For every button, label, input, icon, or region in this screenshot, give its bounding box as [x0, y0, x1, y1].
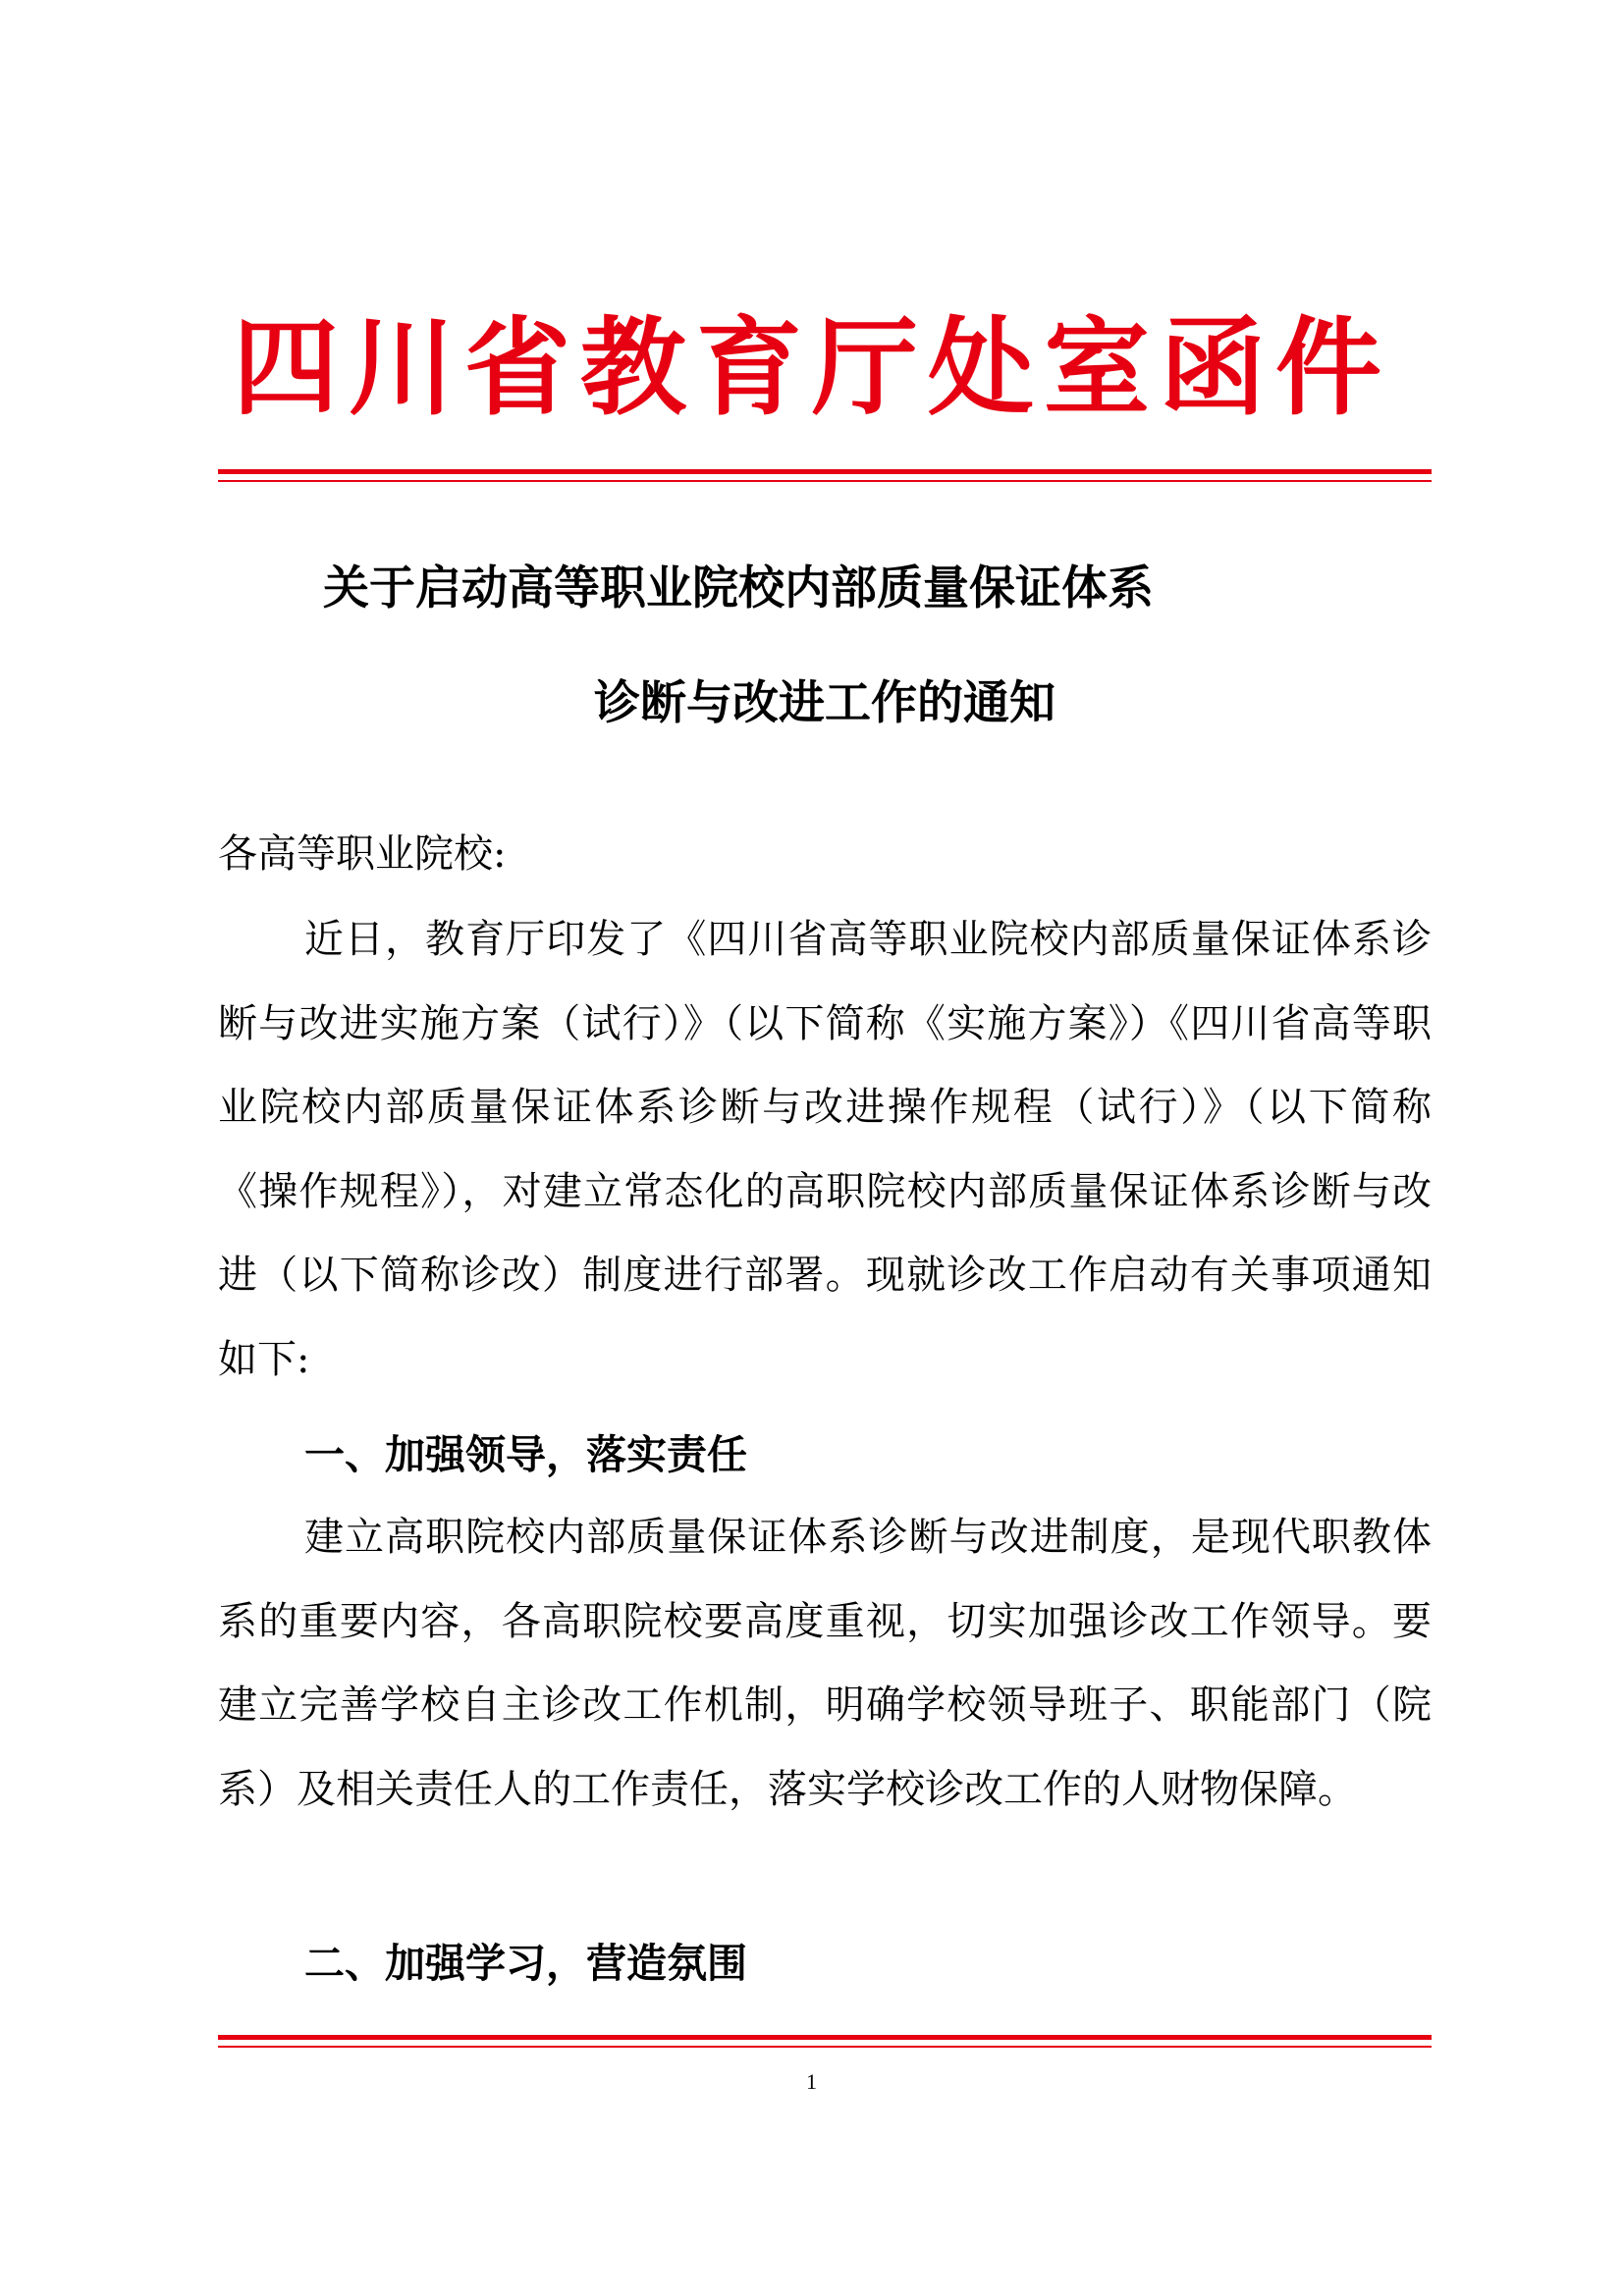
- footer-rule-thin: [218, 2046, 1432, 2048]
- document-title-line-1: 关于启动高等职业院校内部质量保证体系: [323, 561, 1154, 615]
- page-number: 1: [806, 2069, 817, 2094]
- section-heading-1: 一、加强领导，落实责任: [304, 1431, 747, 1478]
- letterhead-rule-thick: [218, 469, 1432, 474]
- letterhead-title: 四川省教育厅处室函件: [232, 306, 1391, 430]
- salutation: 各高等职业院校:: [218, 831, 507, 877]
- document-title-line-2: 诊断与改进工作的通知: [594, 676, 1055, 730]
- footer-rule-thick: [218, 2035, 1432, 2040]
- body-paragraph-2: 建立高职院校内部质量保证体系诊断与改进制度，是现代职教体系的重要内容，各高职院校要高度重视，切实加强诊改工作领导。要建立完善学校自主诊改工作机制，明确学校领导班子、职能部门（院系）及相关责任人的工作责任，落实学校诊改工作的人财物保障。: [218, 1515, 1432, 1812]
- letterhead-rule-thin: [218, 480, 1432, 482]
- section-heading-2: 二、加强学习，营造氛围: [304, 1940, 747, 1987]
- body-paragraph-1: 近日，教育厅印发了《四川省高等职业院校内部质量保证体系诊断与改进实施方案（试行）》（以下简称《实施方案》）《四川省高等职业院校内部质量保证体系诊断与改进操作规程（试行）》（以下简称《操作规程》），对建立常态化的高职院校内部质量保证体系诊断与改进（以下简称诊改）制度进行部署。现就诊改工作启动有关事项通知如下:: [218, 917, 1432, 1382]
